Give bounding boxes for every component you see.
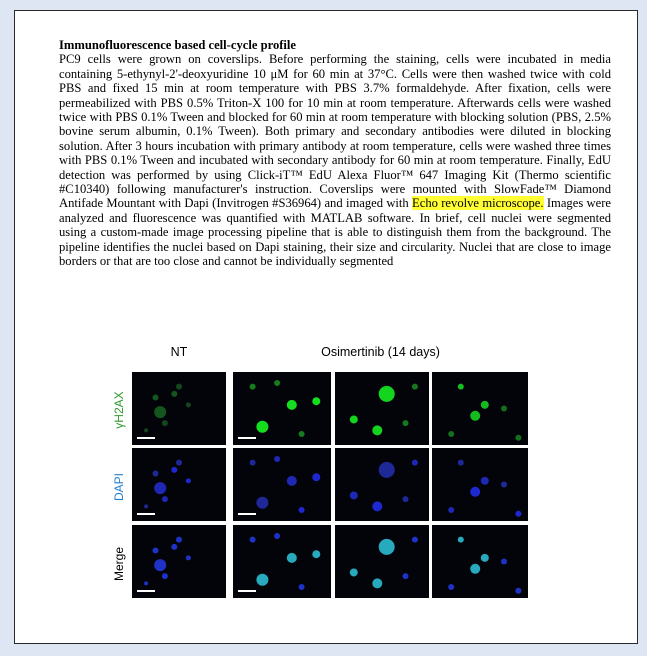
cell-nucleus: [162, 496, 168, 502]
panel-merge-nt: [132, 525, 226, 598]
cell-nucleus: [448, 584, 454, 590]
cell-nucleus: [299, 431, 305, 437]
cell-nucleus: [501, 559, 507, 565]
panel-gh2ax-nt: [132, 372, 226, 445]
cell-nucleus: [171, 467, 177, 473]
panel-gh2ax-osi-1: [233, 372, 331, 445]
row-label-gh2ax: γH2AX: [112, 391, 126, 429]
cell-nucleus: [154, 559, 166, 571]
cell-nucleus: [403, 573, 409, 579]
cell-nucleus: [372, 425, 382, 435]
cell-nucleus: [379, 462, 395, 478]
cell-nucleus: [299, 507, 305, 513]
cell-nucleus: [458, 384, 464, 390]
scale-bar: [238, 437, 256, 439]
col-header-nt: NT: [170, 345, 188, 359]
cell-nucleus: [256, 497, 268, 509]
panel-dapi-osi-2: [335, 448, 429, 521]
methods-text: [59, 38, 611, 269]
cell-nucleus: [350, 415, 358, 423]
cell-nucleus: [287, 553, 297, 563]
cell-nucleus: [501, 406, 507, 412]
cell-nucleus: [154, 406, 166, 418]
cell-nucleus: [448, 507, 454, 513]
cell-nucleus: [144, 428, 148, 432]
cell-nucleus: [153, 395, 159, 401]
cell-nucleus: [412, 384, 418, 390]
cell-nucleus: [171, 391, 177, 397]
highlighted-text: Echo revolve microscope.: [412, 196, 544, 211]
cell-nucleus: [501, 482, 507, 488]
cell-nucleus: [153, 471, 159, 477]
cell-nucleus: [481, 401, 489, 409]
cell-nucleus: [481, 477, 489, 485]
cell-nucleus: [274, 456, 280, 462]
cell-nucleus: [186, 478, 191, 483]
cell-nucleus: [176, 537, 182, 543]
paragraph-text-continued: Images were analyzed and fluorescence was quantified with MATLAB software. In brief, cell nuclei were segmented using a custom-made image processing pipeline that is able to distinguish them from the background. The pipeline identifies the nuclei based on Dapi staining, their size and circularity. Nuclei that are close to image borders or that are too close and cannot be individually segmented: [59, 196, 612, 269]
panel-merge-osi-1: [233, 525, 331, 598]
cell-nucleus: [458, 537, 464, 543]
cell-nucleus: [287, 476, 297, 486]
cell-nucleus: [299, 584, 305, 590]
panel-dapi-nt: [132, 448, 226, 521]
cell-nucleus: [372, 578, 382, 588]
cell-nucleus: [287, 400, 297, 410]
row-label-merge: Merge: [112, 547, 126, 582]
scale-bar: [137, 590, 155, 592]
cell-nucleus: [379, 539, 395, 555]
panel-dapi-osi-3: [432, 448, 528, 521]
scale-bar: [137, 437, 155, 439]
cell-nucleus: [162, 573, 168, 579]
cell-nucleus: [312, 473, 320, 481]
cell-nucleus: [412, 460, 418, 466]
cell-nucleus: [515, 511, 521, 517]
cell-nucleus: [186, 402, 191, 407]
cell-nucleus: [458, 460, 464, 466]
cell-nucleus: [312, 550, 320, 558]
cell-nucleus: [154, 482, 166, 494]
panel-dapi-osi-1: [233, 448, 331, 521]
cell-nucleus: [412, 537, 418, 543]
cell-nucleus: [372, 501, 382, 511]
scale-bar: [238, 513, 256, 515]
row-label-dapi: DAPI: [112, 473, 126, 502]
panel-merge-osi-3: [432, 525, 528, 598]
panel-merge-osi-2: [335, 525, 429, 598]
cell-nucleus: [250, 460, 256, 466]
cell-nucleus: [250, 384, 256, 390]
cell-nucleus: [481, 554, 489, 562]
cell-nucleus: [515, 588, 521, 594]
cell-nucleus: [176, 460, 182, 466]
cell-nucleus: [176, 384, 182, 390]
cell-nucleus: [350, 568, 358, 576]
cell-nucleus: [256, 421, 268, 433]
panel-gh2ax-osi-3: [432, 372, 528, 445]
cell-nucleus: [403, 420, 409, 426]
cell-nucleus: [256, 574, 268, 586]
cell-nucleus: [186, 555, 191, 560]
scale-bar: [137, 513, 155, 515]
cell-nucleus: [515, 435, 521, 441]
cell-nucleus: [274, 533, 280, 539]
cell-nucleus: [250, 537, 256, 543]
cell-nucleus: [470, 564, 480, 574]
cell-nucleus: [470, 411, 480, 421]
microscopy-figure: [95, 345, 525, 605]
cell-nucleus: [144, 504, 148, 508]
cell-nucleus: [448, 431, 454, 437]
cell-nucleus: [379, 386, 395, 402]
panel-gh2ax-osi-2: [335, 372, 429, 445]
scale-bar: [238, 590, 256, 592]
cell-nucleus: [144, 581, 148, 585]
cell-nucleus: [274, 380, 280, 386]
cell-nucleus: [403, 496, 409, 502]
cell-nucleus: [171, 544, 177, 550]
cell-nucleus: [162, 420, 168, 426]
cell-nucleus: [153, 548, 159, 554]
col-header-osimertinib: Osimertinib (14 days): [321, 345, 440, 359]
cell-nucleus: [350, 491, 358, 499]
section-title: Immunofluorescence based cell-cycle profile: [59, 38, 297, 52]
cell-nucleus: [312, 397, 320, 405]
paragraph-text: PC9 cells were grown on coverslips. Before performing the staining, cells were incubated in media containing 5-ethynyl-2'-deoxyuridine 10 μM for 60 min at 37°C. Cells were then washed twice with cold PBS and fixed 15 min at room temperature with PBS 3.7% formaldehyde. After fixation, cells were permeabilized with PBS 0.5% Triton-X 100 for 10 min at room temperature. Afterwards cells were washed twice with PBS 0.1% Tween and blocked for 60 min at room temperature with blocking solution (PBS, 2.5% bovine serum albumin, 0.1% Tween). Both primary and secondary antibodies were diluted in blocking solution. After 3 hours incubation with primary antibody at room temperature, cells were washed three times with PBS 0.1% Tween and incubated with secondary antibody for 60 min at room temperature. Finally, EdU detection was performed by using Click-iT™ EdU Alexa Fluor™ 647 Imaging Kit (Thermo scientific #C10340) following manufacturer's instruction. Coverslips were mounted with SlowFade™ Diamond Antifade Mountant with Dapi (Invitrogen #S36964) and imaged with: [59, 52, 611, 211]
cell-nucleus: [470, 487, 480, 497]
